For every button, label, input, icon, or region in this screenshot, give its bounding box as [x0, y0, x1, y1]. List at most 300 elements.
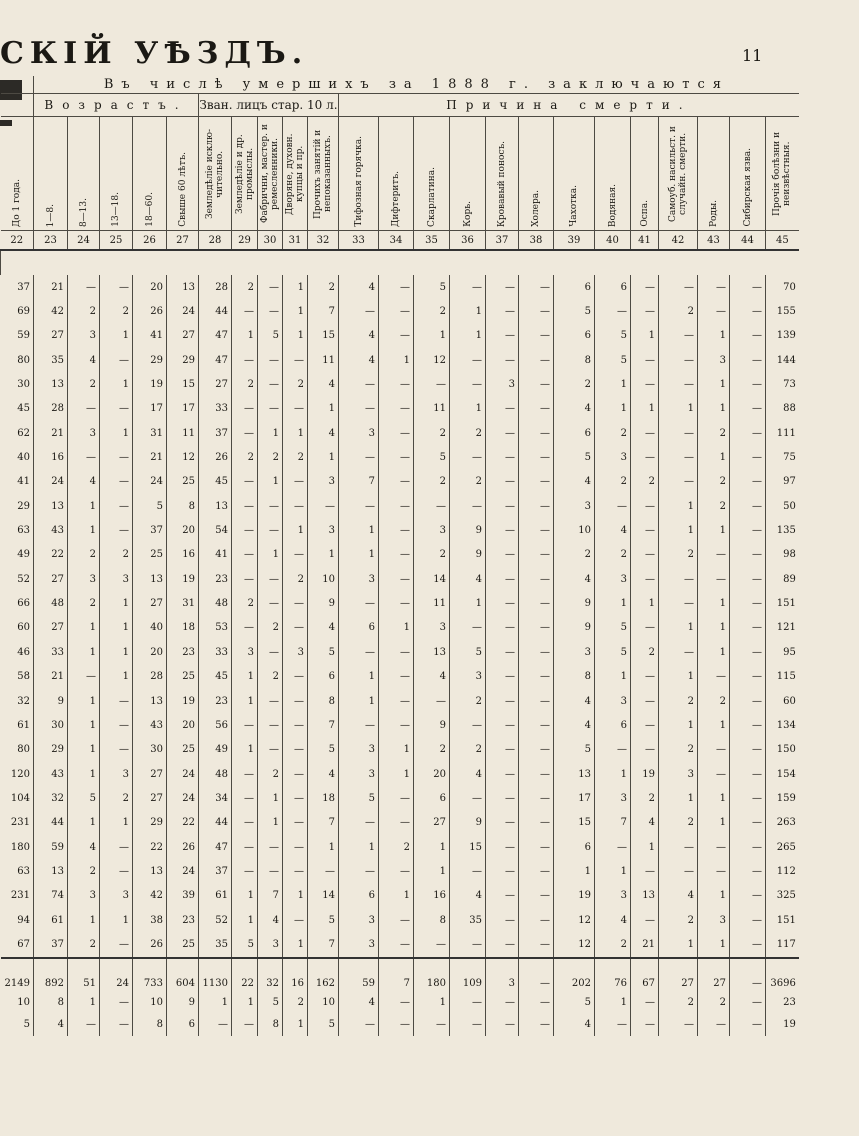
- table-cell: 111: [766, 421, 799, 445]
- table-cell: 2: [698, 992, 730, 1014]
- table-cell: 21: [631, 932, 659, 957]
- table-cell: 32: [17, 695, 30, 707]
- column-header-label: Оспа.: [639, 200, 650, 227]
- table-cell: 2: [100, 299, 133, 323]
- table-cell: —: [730, 958, 766, 992]
- table-cell: —: [414, 932, 450, 957]
- table-cell: 24: [167, 859, 199, 883]
- column-header-label: Сибирская язва.: [742, 148, 753, 227]
- table-cell: 2: [68, 299, 100, 323]
- table-cell: 97: [766, 470, 799, 494]
- table-row: [1, 835, 799, 859]
- table-cell: 2: [100, 786, 133, 810]
- table-cell: —: [68, 445, 100, 469]
- table-cell: 1: [339, 835, 379, 859]
- table-cell: —: [450, 992, 486, 1014]
- table-cell: 52: [199, 908, 232, 932]
- table-cell: 2: [414, 543, 450, 567]
- table-cell: —: [232, 299, 258, 323]
- table-row: [1, 640, 799, 664]
- table-cell: —: [339, 299, 379, 323]
- column-header-label: Земледѣліе исклю-чительно.: [205, 129, 225, 219]
- table-row: [1, 348, 799, 372]
- table-cell: 1: [595, 859, 631, 883]
- table-cell: 3: [339, 738, 379, 762]
- table-cell: —: [100, 932, 133, 957]
- table-cell: —: [379, 859, 414, 883]
- table-cell: 10: [308, 567, 339, 591]
- table-cell: 9: [450, 811, 486, 835]
- column-header-label: Скарлатина.: [426, 167, 437, 227]
- table-cell: 14: [308, 884, 339, 908]
- table-cell: 95: [766, 640, 799, 664]
- corner-cell: [1, 76, 34, 94]
- column-header: [68, 117, 100, 231]
- table-cell: 1: [199, 992, 232, 1014]
- table-cell: —: [379, 992, 414, 1014]
- table-cell: 3: [554, 494, 595, 518]
- table-cell: 29: [17, 500, 30, 512]
- table-cell: —: [486, 567, 519, 591]
- table-cell: 4: [554, 1014, 595, 1036]
- table-cell: 1: [631, 397, 659, 421]
- table-cell: 1: [659, 932, 698, 957]
- table-cell: —: [519, 348, 554, 372]
- column-header: [100, 117, 133, 231]
- column-number: 38: [519, 231, 554, 251]
- table-cell: 1: [659, 665, 698, 689]
- table-cell: —: [730, 786, 766, 810]
- table-row: [1, 567, 799, 591]
- table-cell: —: [232, 470, 258, 494]
- table-cell: —: [100, 518, 133, 542]
- table-cell: —: [595, 738, 631, 762]
- table-cell: —: [659, 324, 698, 348]
- table-cell: 46: [17, 646, 30, 658]
- table-cell: 1: [283, 275, 308, 299]
- table-cell: 25: [167, 470, 199, 494]
- table-cell: —: [659, 859, 698, 883]
- table-cell: 22: [133, 835, 167, 859]
- table-cell: 29: [133, 348, 167, 372]
- column-header: [698, 117, 730, 231]
- column-number: 40: [595, 231, 631, 251]
- table-cell: 21: [34, 275, 68, 299]
- column-header-label: Кровавый поносъ.: [497, 140, 507, 227]
- table-cell: —: [379, 786, 414, 810]
- table-row: [1, 616, 799, 640]
- table-cell: 5: [595, 616, 631, 640]
- table-cell: 20: [133, 640, 167, 664]
- table-cell: —: [659, 567, 698, 591]
- table-cell: —: [519, 616, 554, 640]
- table-cell: 10: [133, 992, 167, 1014]
- table-cell: 67: [17, 938, 30, 950]
- table-cell: 1: [232, 992, 258, 1014]
- table-cell: 7: [308, 299, 339, 323]
- column-header-label: Свыше 60 лѣтъ.: [177, 152, 188, 227]
- table-cell: 1: [698, 811, 730, 835]
- table-cell: 733: [133, 958, 167, 992]
- table-cell: —: [659, 421, 698, 445]
- table-cell: —: [100, 835, 133, 859]
- table-cell: —: [595, 494, 631, 518]
- table-cell: 135: [766, 518, 799, 542]
- table-cell: 4: [659, 884, 698, 908]
- table-cell: 4: [339, 348, 379, 372]
- table-cell: —: [486, 811, 519, 835]
- table-cell: 7: [308, 713, 339, 737]
- table-cell: 50: [766, 494, 799, 518]
- table-cell: 1: [68, 738, 100, 762]
- table-cell: —: [232, 1014, 258, 1036]
- table-cell: 15: [554, 811, 595, 835]
- table-cell: —: [258, 591, 283, 615]
- table-cell: —: [698, 859, 730, 883]
- table-cell: 1: [379, 762, 414, 786]
- table-cell: 1: [698, 324, 730, 348]
- table-cell: 3: [339, 421, 379, 445]
- table-cell: —: [698, 1014, 730, 1036]
- table-cell: 1: [698, 640, 730, 664]
- table-cell: —: [258, 738, 283, 762]
- table-cell: 2: [698, 421, 730, 445]
- table-cell: —: [631, 859, 659, 883]
- table-cell: —: [100, 992, 133, 1014]
- column-header: [659, 117, 698, 231]
- table-cell: —: [730, 397, 766, 421]
- table-cell: 4: [68, 835, 100, 859]
- table-cell: 3: [258, 932, 283, 957]
- table-cell: 30: [34, 713, 68, 737]
- column-number: 29: [232, 231, 258, 251]
- table-cell: 1: [698, 616, 730, 640]
- table-cell: 1: [283, 1014, 308, 1036]
- table-cell: 12: [554, 932, 595, 957]
- table-cell: —: [100, 275, 133, 299]
- table-cell: 3: [450, 665, 486, 689]
- table-cell: 23: [199, 567, 232, 591]
- table-cell: —: [486, 689, 519, 713]
- column-number: 33: [339, 231, 379, 251]
- table-row: [1, 470, 799, 494]
- table-cell: —: [730, 543, 766, 567]
- table-cell: —: [519, 786, 554, 810]
- table-cell: 1: [698, 372, 730, 396]
- table-cell: 2: [414, 299, 450, 323]
- totals-row: [1, 992, 799, 1014]
- table-cell: 31: [167, 591, 199, 615]
- table-cell: 24: [133, 470, 167, 494]
- table-cell: 4: [554, 567, 595, 591]
- table-cell: 1: [100, 616, 133, 640]
- table-cell: 38: [133, 908, 167, 932]
- table-cell: 45: [199, 665, 232, 689]
- table-cell: 13: [133, 859, 167, 883]
- table-cell: 10: [17, 997, 30, 1009]
- table-row: [1, 811, 799, 835]
- table-cell: 12: [414, 348, 450, 372]
- table-cell: 44: [34, 811, 68, 835]
- table-cell: 1130: [199, 958, 232, 992]
- table-cell: —: [232, 616, 258, 640]
- table-cell: —: [730, 372, 766, 396]
- table-cell: 2: [414, 470, 450, 494]
- table-cell: —: [450, 494, 486, 518]
- table-cell: —: [486, 884, 519, 908]
- table-cell: —: [199, 1014, 232, 1036]
- table-row: [1, 543, 799, 567]
- table-cell: 151: [766, 908, 799, 932]
- table-cell: 1: [283, 324, 308, 348]
- table-cell: 5: [450, 640, 486, 664]
- table-cell: 40: [17, 452, 30, 464]
- table-cell: —: [379, 665, 414, 689]
- table-cell: 2: [554, 543, 595, 567]
- table-cell: 1: [283, 932, 308, 957]
- table-cell: 59: [34, 835, 68, 859]
- table-cell: —: [339, 445, 379, 469]
- table-cell: 13: [167, 275, 199, 299]
- table-cell: 15: [450, 835, 486, 859]
- table-cell: 13: [199, 494, 232, 518]
- column-number: 34: [379, 231, 414, 251]
- table-cell: —: [730, 567, 766, 591]
- table-cell: 28: [199, 275, 232, 299]
- table-cell: 9: [414, 713, 450, 737]
- table-cell: 35: [199, 932, 232, 957]
- table-cell: —: [258, 494, 283, 518]
- table-cell: —: [232, 835, 258, 859]
- table-cell: 24: [100, 958, 133, 992]
- table-cell: —: [519, 884, 554, 908]
- table-cell: 63: [17, 865, 30, 877]
- table-cell: 2: [595, 470, 631, 494]
- column-number: 44: [730, 231, 766, 251]
- table-cell: 1: [68, 494, 100, 518]
- table-cell: 1: [414, 859, 450, 883]
- table-cell: —: [68, 397, 100, 421]
- column-number: 41: [631, 231, 659, 251]
- table-cell: 6: [554, 835, 595, 859]
- group-header-age: Возрастъ.: [34, 94, 199, 117]
- table-cell: 1: [232, 665, 258, 689]
- table-cell: —: [730, 884, 766, 908]
- table-cell: 1: [100, 324, 133, 348]
- table-cell: —: [486, 397, 519, 421]
- table-cell: —: [730, 299, 766, 323]
- table-cell: 3: [486, 958, 519, 992]
- table-cell: —: [100, 713, 133, 737]
- table-cell: 35: [34, 348, 68, 372]
- table-cell: 1: [339, 543, 379, 567]
- column-header: [1, 117, 34, 231]
- table-cell: 3: [68, 421, 100, 445]
- table-cell: 2: [283, 372, 308, 396]
- column-header-label: Прочія болѣзни и неизвѣстныя.: [772, 131, 793, 217]
- table-cell: 8: [554, 348, 595, 372]
- table-cell: 1: [339, 518, 379, 542]
- column-header: [730, 117, 766, 231]
- table-cell: 1: [232, 884, 258, 908]
- table-cell: —: [283, 591, 308, 615]
- table-cell: —: [379, 932, 414, 957]
- table-cell: —: [450, 372, 486, 396]
- table-cell: 28: [34, 397, 68, 421]
- column-header: [486, 117, 519, 231]
- table-cell: 1: [698, 591, 730, 615]
- table-cell: —: [283, 859, 308, 883]
- table-cell: —: [595, 299, 631, 323]
- table-cell: 1: [659, 518, 698, 542]
- group-header-rank: Зван. лицъ стар. 10 л.: [199, 94, 339, 117]
- table-cell: —: [659, 372, 698, 396]
- table-cell: 62: [17, 427, 30, 439]
- table-cell: —: [308, 494, 339, 518]
- table-cell: —: [659, 640, 698, 664]
- table-cell: —: [258, 518, 283, 542]
- table-row: [1, 494, 799, 518]
- table-cell: —: [450, 616, 486, 640]
- table-cell: 3: [554, 640, 595, 664]
- table-cell: —: [68, 1014, 100, 1036]
- table-row: [1, 884, 799, 908]
- table-cell: 27: [659, 958, 698, 992]
- table-cell: 3: [100, 567, 133, 591]
- table-cell: 23: [167, 640, 199, 664]
- table-cell: 1: [308, 543, 339, 567]
- table-cell: 180: [10, 841, 30, 853]
- table-cell: —: [379, 908, 414, 932]
- table-cell: 8: [258, 1014, 283, 1036]
- table-cell: —: [730, 738, 766, 762]
- table-cell: —: [486, 518, 519, 542]
- table-cell: 13: [554, 762, 595, 786]
- table-cell: 4: [339, 992, 379, 1014]
- table-cell: 2: [258, 762, 283, 786]
- table-cell: 2: [68, 859, 100, 883]
- table-cell: 20: [167, 518, 199, 542]
- table-cell: 6: [339, 616, 379, 640]
- table-cell: —: [283, 348, 308, 372]
- table-cell: 24: [167, 762, 199, 786]
- table-cell: 48: [34, 591, 68, 615]
- table-cell: 27: [133, 591, 167, 615]
- table-cell: —: [450, 445, 486, 469]
- table-cell: 11: [167, 421, 199, 445]
- table-cell: —: [730, 445, 766, 469]
- column-header-label: Самоуб. насильст. и случайн. смерти.: [668, 126, 688, 222]
- table-cell: 21: [34, 665, 68, 689]
- table-cell: —: [450, 786, 486, 810]
- table-cell: 59: [339, 958, 379, 992]
- table-cell: 2: [631, 640, 659, 664]
- column-header-label: Прочихъ занятій и непоказанныхъ.: [313, 129, 333, 219]
- table-cell: 32: [258, 958, 283, 992]
- table-cell: 1: [414, 992, 450, 1014]
- table-cell: 2: [450, 689, 486, 713]
- table-cell: 4: [554, 713, 595, 737]
- table-cell: 1: [100, 372, 133, 396]
- table-cell: —: [730, 908, 766, 932]
- table-cell: —: [631, 299, 659, 323]
- table-cell: 74: [34, 884, 68, 908]
- table-cell: 1: [232, 738, 258, 762]
- table-cell: —: [730, 859, 766, 883]
- table-cell: —: [486, 445, 519, 469]
- table-cell: 3: [595, 689, 631, 713]
- table-cell: 26: [167, 835, 199, 859]
- table-cell: 27: [133, 762, 167, 786]
- column-header: [308, 117, 339, 231]
- table-cell: 58: [17, 671, 30, 683]
- table-cell: 63: [17, 525, 30, 537]
- table-cell: —: [730, 348, 766, 372]
- column-header: [283, 117, 308, 231]
- table-cell: —: [631, 992, 659, 1014]
- table-cell: —: [519, 567, 554, 591]
- table-cell: —: [258, 640, 283, 664]
- table-cell: 1: [595, 665, 631, 689]
- table-cell: 37: [17, 281, 30, 293]
- table-cell: 60: [766, 689, 799, 713]
- table-cell: —: [379, 494, 414, 518]
- column-number: 26: [133, 231, 167, 251]
- column-header: [232, 117, 258, 231]
- table-cell: 3: [486, 372, 519, 396]
- table-cell: 2: [232, 445, 258, 469]
- table-cell: —: [698, 762, 730, 786]
- table-cell: 25: [167, 665, 199, 689]
- table-cell: 6: [595, 275, 631, 299]
- table-cell: —: [100, 738, 133, 762]
- table-cell: 1: [450, 397, 486, 421]
- table-cell: 2: [659, 908, 698, 932]
- table-cell: —: [730, 640, 766, 664]
- table-cell: 13: [34, 859, 68, 883]
- table-cell: 76: [595, 958, 631, 992]
- table-cell: 604: [167, 958, 199, 992]
- table-cell: 139: [766, 324, 799, 348]
- table-cell: —: [379, 299, 414, 323]
- table-cell: 1: [100, 908, 133, 932]
- table-cell: —: [100, 494, 133, 518]
- table-row: [1, 518, 799, 542]
- table-cell: 325: [766, 884, 799, 908]
- table-cell: 3: [339, 567, 379, 591]
- table-cell: 8: [414, 908, 450, 932]
- table-cell: —: [519, 908, 554, 932]
- table-cell: 15: [167, 372, 199, 396]
- table-cell: —: [450, 932, 486, 957]
- table-cell: 5: [554, 299, 595, 323]
- table-cell: 1: [659, 397, 698, 421]
- table-cell: —: [730, 992, 766, 1014]
- table-cell: 7: [339, 470, 379, 494]
- table-cell: 144: [766, 348, 799, 372]
- table-cell: —: [283, 786, 308, 810]
- table-cell: 21: [133, 445, 167, 469]
- table-cell: —: [698, 567, 730, 591]
- table-cell: 24: [34, 470, 68, 494]
- column-header: [414, 117, 450, 231]
- table-cell: 27: [133, 786, 167, 810]
- table-row: [1, 908, 799, 932]
- table-cell: 7: [308, 811, 339, 835]
- table-cell: —: [595, 1014, 631, 1036]
- table-cell: —: [450, 1014, 486, 1036]
- table-cell: —: [519, 713, 554, 737]
